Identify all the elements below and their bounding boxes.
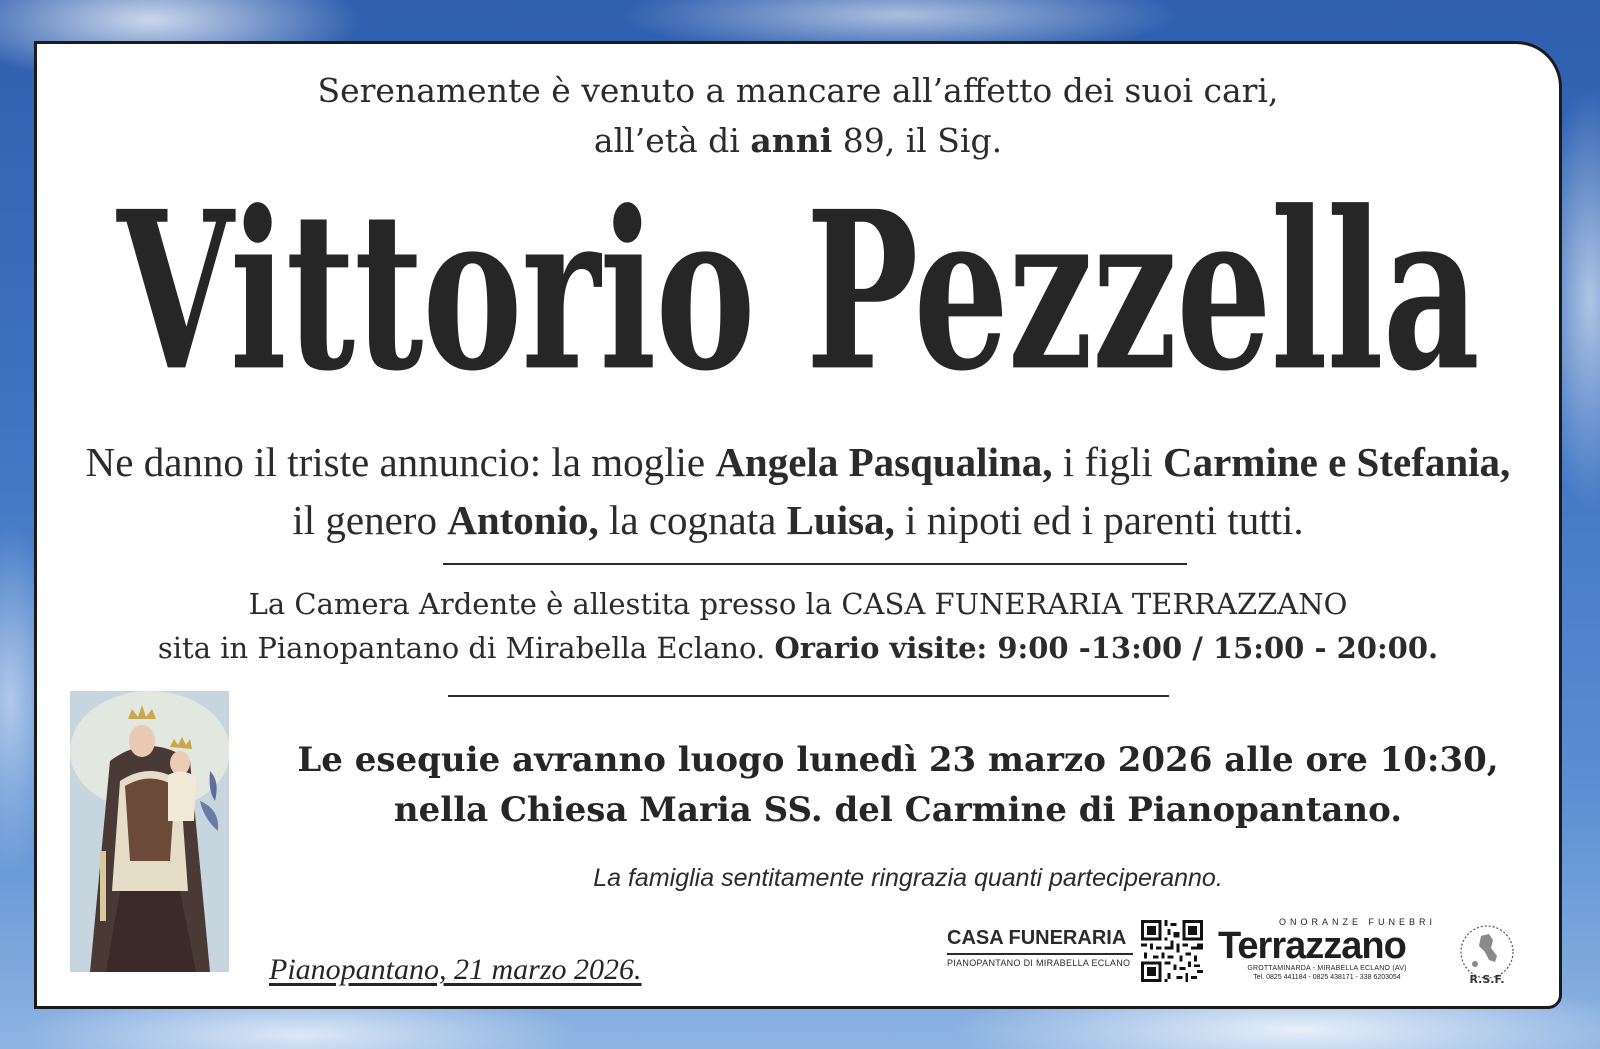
family-thanks: La famiglia sentitamente ringrazia quanti parteciperanno. — [593, 864, 1223, 892]
family-announcement — [37, 433, 1559, 549]
deceased-name: Vittorio Pezzella — [117, 164, 1479, 420]
announcement-text: i nipoti ed i parenti tutti. — [894, 497, 1304, 543]
terrazzano-logo — [1218, 916, 1436, 982]
brand-tagline: ONORANZE FUNEBRI — [1278, 917, 1436, 927]
vigil-info — [37, 582, 1559, 670]
vigil-line-1: La Camera Ardente è allestita presso la CASA FUNERARIA TERRAZZANO — [248, 587, 1348, 621]
intro-age-suffix: 89, il Sig. — [832, 121, 1003, 160]
qr-code-icon[interactable] — [1141, 920, 1203, 982]
brand-phone: Tel. 0825 441184 - 0825 438171 - 338 6203054 — [1253, 974, 1401, 981]
funeral-line-2: nella Chiesa Maria SS. del Carmine di Pianopantano. — [393, 790, 1403, 830]
intro-age-bold: anni — [750, 121, 833, 160]
visiting-hours: Orario visite: 9:00 -13:00 / 15:00 - 20:00. — [774, 631, 1439, 665]
son-in-law-name: Antonio, — [447, 497, 599, 543]
funeral-home-label — [947, 926, 1133, 971]
announcement-text: Ne danno il triste annuncio: la moglie — [85, 439, 716, 485]
children-names: Carmine e Stefania, — [1163, 439, 1511, 485]
intro-line-1: Serenamente è venuto a mancare all’affetto dei suoi cari, — [317, 71, 1279, 110]
announcement-line-2 — [37, 491, 1559, 549]
brand-address: GROTTAMINARDA - MIRABELLA ECLANO (AV) — [1247, 965, 1407, 972]
rsf-seal-icon — [1455, 922, 1519, 986]
announcement-text: la cognata — [598, 497, 787, 543]
funeral-home-title: CASA FUNERARIA — [947, 926, 1133, 955]
funeral-line-1: Le esequie avranno luogo lunedì 23 marzo 2026 alle ore 10:30, — [297, 740, 1499, 780]
brand-name: Terrazzano — [1218, 925, 1406, 967]
funeral-info — [257, 735, 1539, 835]
announcement-text: il genero — [292, 497, 448, 543]
announcement-line-1 — [37, 433, 1559, 491]
divider — [448, 695, 1169, 697]
place-and-date: Pianopantano, 21 marzo 2026. — [269, 953, 642, 986]
funeral-home-location: PIANOPANTANO DI MIRABELLA ECLANO — [947, 958, 1131, 968]
vigil-line-2 — [37, 626, 1559, 670]
wife-name: Angela Pasqualina, — [715, 439, 1053, 485]
vigil-location: sita in Pianopantano di Mirabella Eclano. — [157, 631, 775, 665]
intro-age-prefix: all’età di — [593, 121, 751, 160]
divider — [443, 563, 1187, 565]
obituary-card — [34, 41, 1562, 1009]
madonna-image — [70, 691, 229, 972]
seal-label: R.S.F. — [1469, 973, 1505, 986]
sister-in-law-name: Luisa, — [786, 497, 895, 543]
announcement-text: i figli — [1052, 439, 1163, 485]
